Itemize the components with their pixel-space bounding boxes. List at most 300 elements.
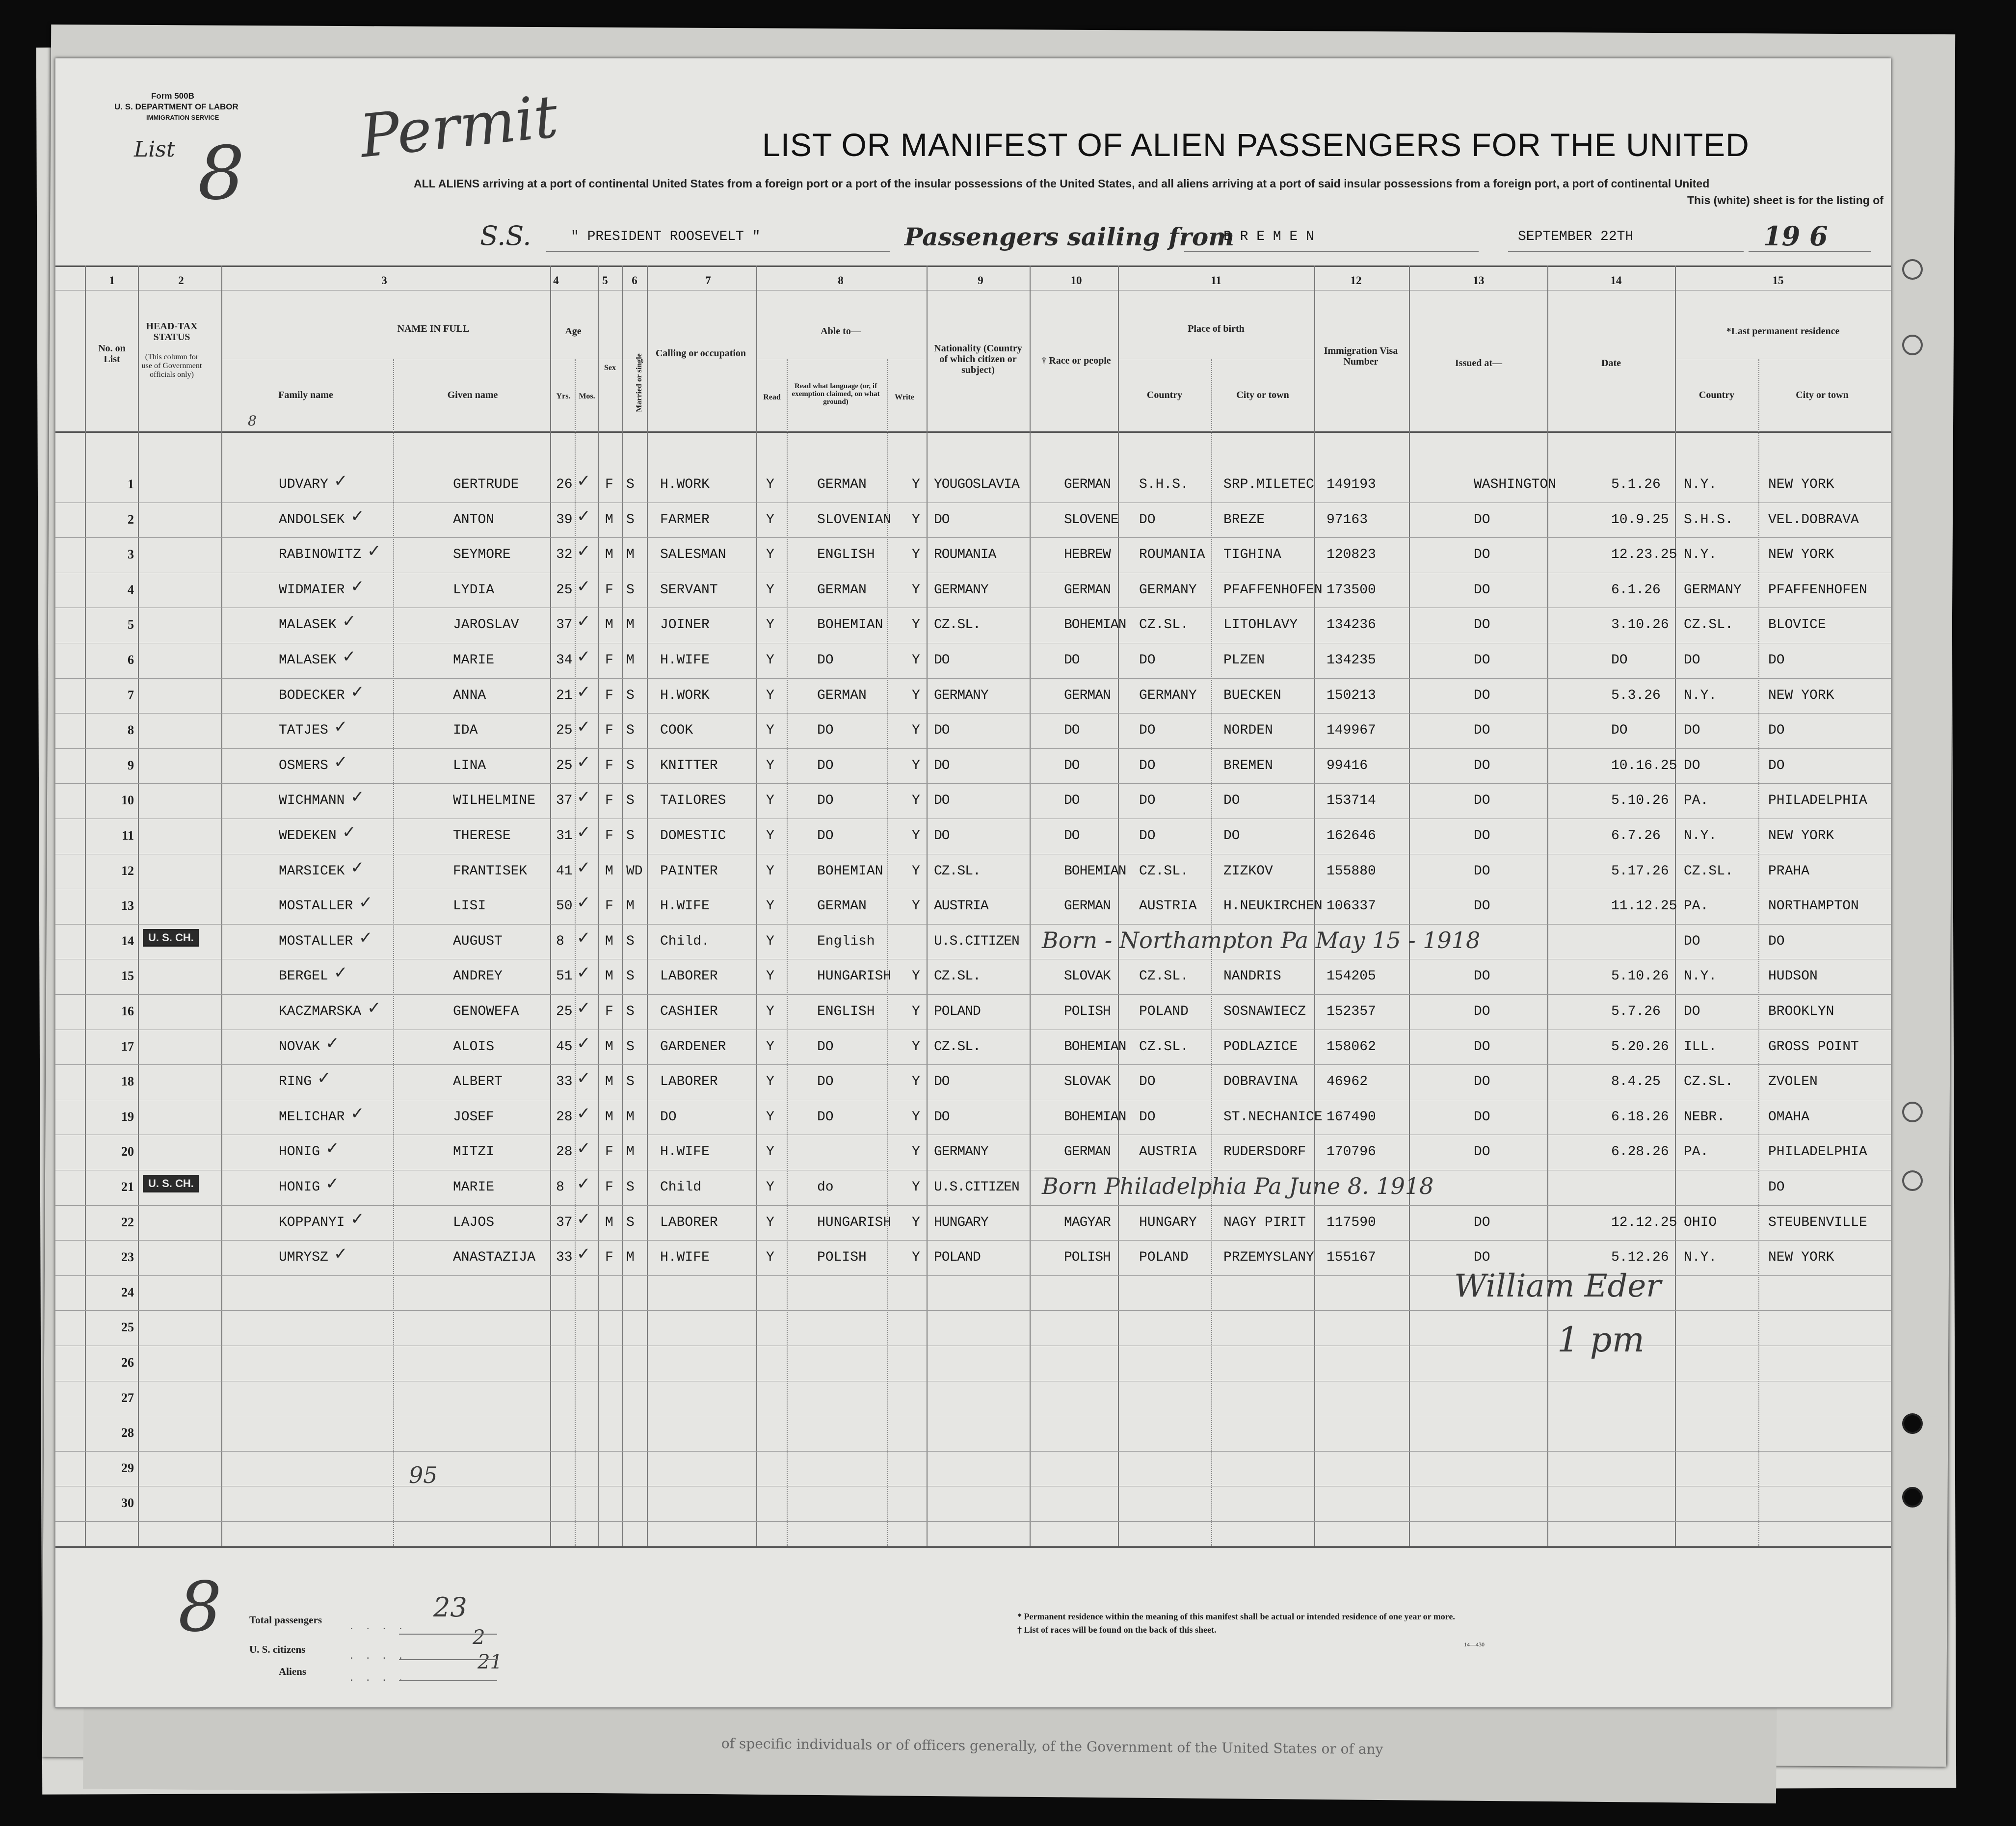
cell-read: Y [766,828,774,844]
cell-issued: DO [1474,758,1490,773]
header-yrs: Yrs. [556,392,571,400]
checkmark-icon: ✓ [577,647,591,666]
checkmark-icon: ✓ [350,1104,365,1123]
table-row [55,1171,1891,1206]
cell-lang: DO [817,723,834,739]
cell-read: Y [766,1250,774,1266]
cell-occ: Child. [660,933,710,949]
cell-no: 28 [121,1426,134,1440]
cell-given: IDA [453,723,478,739]
cell-vdate: 12.23.25 [1611,547,1677,563]
header-mos: Mos. [579,392,595,400]
cell-no: 26 [121,1355,134,1370]
cell-nat: CZ.SL. [934,617,981,633]
table-row [55,1065,1891,1100]
table-row [55,609,1891,643]
cell-occ: H.WIFE [660,899,710,914]
cell-sex: F [605,793,613,809]
cell-read: Y [766,688,774,703]
cell-write: Y [912,1250,920,1266]
cell-sex: F [605,758,613,773]
checkmark-icon: ✓ [577,963,591,982]
table-row [55,679,1891,714]
cell-issued: DO [1474,969,1490,984]
cell-visa: 170796 [1326,1144,1376,1160]
checkmark-icon: ✓ [359,893,373,912]
cell-no: 9 [128,758,134,772]
cell-lang: DO [817,828,834,844]
cell-yrs: 25 [556,723,573,739]
cell-rcity: OMAHA [1768,1109,1810,1125]
cell-write: Y [912,723,920,739]
cell-vdate: 8.4.25 [1611,1074,1661,1090]
header-visa-date: Date [1601,358,1621,369]
cell-read: Y [766,758,774,773]
cell-visa: 117590 [1326,1215,1376,1230]
cell-issued: DO [1474,723,1490,739]
cell-occ: H.WIFE [660,1144,710,1160]
cell-issued: WASHINGTON [1474,477,1557,492]
cell-occ: TAILORES [660,793,726,809]
binder-hole [1902,1170,1923,1191]
checkmark-icon: ✓ [325,1139,340,1158]
cell-given: GENOWEFA [453,1004,519,1019]
cell-nat: CZ.SL. [934,863,981,879]
signature: William Eder [1454,1268,1661,1304]
cell-no: 5 [128,617,134,632]
checkmark-icon: ✓ [577,1033,591,1053]
cell-lang: BOHEMIAN [817,863,883,879]
table-row [55,1452,1891,1487]
col-num-6: 6 [632,274,637,287]
header-visa-number: Immigration Visa Number [1324,345,1398,367]
cell-bcity: H.NEUKIRCHEN [1223,899,1323,914]
table-row [55,995,1891,1030]
cell-race: DO [1064,723,1080,739]
cell-ms: S [626,1004,635,1019]
checkmark-icon: ✓ [317,1069,331,1088]
cell-visa: 97163 [1326,512,1368,528]
cell-ms: S [626,1180,635,1195]
cell-nat: YOUGOSLAVIA [934,477,1019,492]
cell-family: WICHMANN [279,793,345,809]
cell-yrs: 41 [556,863,573,879]
cell-sex: F [605,828,613,844]
cell-bcity: SOSNAWIECZ [1223,1004,1306,1019]
cell-bcity: TIGHINA [1223,547,1281,563]
cell-ms: S [626,1215,635,1230]
cell-nat: GERMANY [934,1144,988,1160]
birth-note: Born - Northampton Pa May 15 - 1918 [1042,926,1481,953]
cell-write: Y [912,828,920,844]
cell-occ: SERVANT [660,582,718,598]
header-no-on-list: No. on List [98,343,126,365]
table-row [55,1417,1891,1452]
cell-yrs: 32 [556,547,573,563]
cell-rcity: BLOVICE [1768,617,1826,633]
cell-lang: GERMAN [817,688,867,703]
cell-rcity: DO [1768,1180,1785,1195]
cell-yrs: 8 [556,1180,564,1195]
header-res-city: City or town [1796,390,1849,400]
table-row [55,1382,1891,1417]
cell-occ: LABORER [660,1215,718,1230]
cell-rcity: STEUBENVILLE [1768,1215,1867,1230]
cell-race: DO [1064,653,1080,668]
cell-family: KACZMARSKA [279,1004,362,1019]
col-num-8: 8 [838,274,844,287]
header-able-to: Able to— [821,326,861,337]
cell-nat: GERMANY [934,688,988,703]
cell-sex: M [605,1074,613,1090]
aliens-label: Aliens [279,1666,307,1677]
cell-visa: 152357 [1326,1004,1376,1019]
cell-given: GERTRUDE [453,477,519,492]
cell-race: GERMAN [1064,688,1111,703]
header-race: † Race or people [1041,355,1111,366]
cell-given: LAJOS [453,1215,495,1230]
cell-bcountry: S.H.S. [1139,477,1189,492]
cell-issued: DO [1474,793,1490,809]
cell-read: Y [766,723,774,739]
manifest-subtitle-2: This (white) sheet is for the listing of [1687,194,1883,207]
cell-yrs: 45 [556,1039,573,1055]
cell-nat: ROUMANIA [934,547,996,563]
cell-no: 18 [121,1074,134,1089]
cell-rcountry: PA. [1684,793,1709,809]
cell-write: Y [912,1039,920,1055]
cell-write: Y [912,1074,920,1090]
checkmark-icon: ✓ [325,1033,340,1053]
pm-note: 1 pm [1557,1320,1645,1360]
cell-occ: KNITTER [660,758,718,773]
table-row [55,1136,1891,1170]
header-page-mark: 8 [248,413,257,429]
cell-nat: DO [934,793,950,809]
cell-race: SLOVAK [1064,969,1111,984]
cell-read: Y [766,793,774,809]
table-row [55,890,1891,925]
cell-yrs: 34 [556,653,573,668]
department-name: U. S. DEPARTMENT OF LABOR [114,102,239,111]
header-sex: Sex [604,364,616,372]
cell-read: Y [766,1180,774,1195]
checkmark-icon: ✓ [577,1174,591,1193]
cell-vdate: 6.28.26 [1611,1144,1669,1160]
cell-lang: GERMAN [817,582,867,598]
cell-bcountry: POLAND [1139,1004,1189,1019]
checkmark-icon: ✓ [577,893,591,912]
cell-rcity: ZVOLEN [1768,1074,1818,1090]
cell-write: Y [912,793,920,809]
cell-rcity: PHILADELPHIA [1768,793,1867,809]
checkmark-icon: ✓ [334,717,348,737]
cell-rcity: DO [1768,758,1785,773]
list-number: 8 [198,131,245,216]
header-nationality: Nationality (Country of which citizen or subject) [934,343,1022,375]
cell-race: HEBREW [1064,547,1111,563]
cell-nat: DO [934,512,950,528]
cell-given: ALOIS [453,1039,495,1055]
manifest-subtitle-1: ALL ALIENS arriving at a port of continental United States from a foreign port or a port of the insular possessions of the United States, and all aliens arriving at a port of said insular possessions from a foreign port, a port of continental United [414,177,1710,190]
cell-sex: F [605,1144,613,1160]
cell-race: MAGYAR [1064,1215,1111,1230]
col-num-13: 13 [1473,274,1485,287]
cell-rcountry: N.Y. [1684,547,1717,563]
cell-lang: English [817,933,875,949]
cell-sex: F [605,477,613,492]
table-row [55,574,1891,609]
table-row [55,749,1891,784]
table-row [55,1101,1891,1136]
checkmark-icon: ✓ [334,472,348,490]
cell-family: WIDMAIER [279,582,345,598]
header-family-name: Family name [278,390,333,400]
cell-visa: 167490 [1326,1109,1376,1125]
cell-ms: M [626,899,635,914]
cell-ms: M [626,1250,635,1266]
cell-bcity: PRZEMYSLANY [1223,1250,1314,1266]
cell-read: Y [766,582,774,598]
cell-issued: DO [1474,512,1490,528]
cell-bcity: LITOHLAVY [1223,617,1298,633]
cell-rcity: PFAFFENHOFEN [1768,582,1867,598]
cell-family: KOPPANYI [279,1215,345,1230]
cell-bcountry: ROUMANIA [1139,547,1205,563]
cell-ms: S [626,933,635,949]
header-head-tax: HEAD-TAX STATUS [146,321,198,343]
header-res-country: Country [1698,390,1735,400]
table-row [55,1487,1891,1522]
checkmark-icon: ✓ [577,612,591,631]
cell-bcountry: POLAND [1139,1250,1189,1266]
cell-race: POLISH [1064,1250,1111,1266]
cell-nat: DO [934,828,950,844]
checkmark-icon: ✓ [350,682,365,701]
col-num-7: 7 [705,274,711,287]
checkmark-icon: ✓ [577,472,591,490]
cell-family: UMRYSZ [279,1250,328,1266]
footer-list-number: 8 [178,1567,222,1647]
cell-family: MALASEK [279,617,337,633]
cell-occ: GARDENER [660,1039,726,1055]
cell-no: 17 [121,1039,134,1054]
cell-rcity: DO [1768,723,1785,739]
cell-visa: 155167 [1326,1250,1376,1266]
cell-lang: DO [817,1039,834,1055]
cell-occ: H.WIFE [660,1250,710,1266]
cell-race: GERMAN [1064,899,1111,914]
cell-issued: DO [1474,899,1490,914]
col-num-11: 11 [1211,274,1221,287]
checkmark-icon: ✓ [350,1209,365,1228]
cell-write: Y [912,969,920,984]
cell-lang: ENGLISH [817,547,875,563]
cell-yrs: 31 [556,828,573,844]
cell-given: ANASTAZIJA [453,1250,536,1266]
cell-sex: M [605,933,613,949]
cell-rcountry: N.Y. [1684,969,1717,984]
cell-no: 4 [128,582,134,597]
cell-rcountry: N.Y. [1684,1250,1717,1266]
cell-no: 19 [121,1109,134,1124]
total-passengers-value: 23 [433,1592,467,1623]
cell-visa: 46962 [1326,1074,1368,1090]
cell-family: UDVARY [279,477,328,492]
cell-rcity: GROSS POINT [1768,1039,1859,1055]
col-num-3: 3 [381,274,387,287]
cell-occ: COOK [660,723,693,739]
cell-race: BOHEMIAN [1064,1109,1126,1125]
cell-family: TATJES [279,723,328,739]
table-row [55,784,1891,819]
cell-sex: F [605,1004,613,1019]
cell-given: ANDREY [453,969,503,984]
cell-write: Y [912,1180,920,1195]
us-citizen-stamp: U. S. CH. [143,929,199,947]
cell-rcity: BROOKLYN [1768,1004,1834,1019]
cell-bcity: BUECKEN [1223,688,1281,703]
cell-visa: 153714 [1326,793,1376,809]
us-citizens-value: 2 [473,1626,485,1649]
aliens-value: 21 [477,1651,503,1673]
ship-prefix: S.S. [480,220,531,251]
cell-lang: DO [817,1074,834,1090]
table-row [55,468,1891,503]
cell-vdate: 6.7.26 [1611,828,1661,844]
table-row [55,538,1891,573]
cell-rcountry: N.Y. [1684,828,1717,844]
cell-yrs: 37 [556,793,573,809]
cell-lang: HUNGARISH [817,1215,892,1230]
cell-race: GERMAN [1064,477,1111,492]
cell-nat: HUNGARY [934,1215,988,1230]
citizens-dots: . . . . [350,1648,407,1662]
cell-bcity: ZIZKOV [1223,863,1273,879]
cell-given: LYDIA [453,582,495,598]
cell-rcountry: GERMANY [1684,582,1742,598]
cell-family: MOSTALLER [279,899,353,914]
cell-yrs: 28 [556,1109,573,1125]
cell-given: JAROSLAV [453,617,519,633]
aliens-dots: . . . . [350,1670,407,1684]
cell-bcountry: GERMANY [1139,688,1197,703]
permit-note: Permit [356,82,561,171]
birth-note: Born Philadelphia Pa June 8. 1918 [1042,1173,1434,1199]
cell-rcountry: CZ.SL. [1684,617,1733,633]
cell-read: Y [766,863,774,879]
cell-vdate: 10.16.25 [1611,758,1677,773]
cell-sex: M [605,547,613,563]
cell-vdate: 5.12.26 [1611,1250,1669,1266]
cell-vdate: 11.12.25 [1611,899,1677,914]
cell-rcity: DO [1768,653,1785,668]
cell-sex: M [605,512,613,528]
cell-sex: M [605,1215,613,1230]
cell-nat: AUSTRIA [934,899,988,914]
header-married: Married or single [635,353,643,412]
cell-write: Y [912,512,920,528]
cell-given: LINA [453,758,486,773]
cell-occ: H.WORK [660,688,710,703]
cell-no: 3 [128,547,134,562]
cell-vdate: 10.9.25 [1611,512,1669,528]
cell-bcountry: DO [1139,828,1156,844]
cell-occ: DO [660,1109,677,1125]
cell-given: MARIE [453,1180,495,1195]
cell-bcity: BREZE [1223,512,1265,528]
cell-rcity: VEL.DOBRAVA [1768,512,1859,528]
cell-lang: DO [817,1109,834,1125]
cell-lang: BOHEMIAN [817,617,883,633]
cell-visa: 158062 [1326,1039,1376,1055]
cell-vdate: 5.1.26 [1611,477,1661,492]
form-number: Form 500B [151,91,194,101]
cell-ms: S [626,512,635,528]
cell-rcountry: PA. [1684,899,1709,914]
table-row [55,960,1891,995]
col-num-1: 1 [109,274,115,287]
cell-family: MALASEK [279,653,337,668]
cell-bcity: ST.NECHANICE [1223,1109,1323,1125]
cell-bcountry: DO [1139,723,1156,739]
checkmark-icon: ✓ [350,506,365,526]
checkmark-icon: ✓ [577,717,591,737]
manifest-title: LIST OR MANIFEST OF ALIEN PASSENGERS FOR THE UNITED [762,127,1750,163]
us-citizens-label: U. S. citizens [249,1643,306,1655]
cell-no: 25 [121,1320,134,1335]
cell-rcountry: OHIO [1684,1215,1717,1230]
cell-sex: M [605,969,613,984]
cell-bcity: PFAFFENHOFEN [1223,582,1323,598]
cell-vdate: 6.1.26 [1611,582,1661,598]
cell-yrs: 33 [556,1074,573,1090]
cell-given: MARIE [453,653,495,668]
cell-yrs: 25 [556,1004,573,1019]
checkmark-icon: ✓ [342,647,356,666]
cell-ms: WD [626,863,643,879]
manifest-sheet [55,58,1891,1708]
cell-ms: S [626,793,635,809]
cell-write: Y [912,1144,920,1160]
cell-nat: POLAND [934,1250,981,1266]
col-num-5: 5 [602,274,608,287]
cell-lang: POLISH [817,1250,867,1266]
cell-occ: DOMESTIC [660,828,726,844]
sailing-label: Passengers sailing from [904,222,1235,251]
cell-visa: 134235 [1326,653,1376,668]
cell-bcountry: DO [1139,653,1156,668]
cell-visa: 162646 [1326,828,1376,844]
cell-visa: 173500 [1326,582,1376,598]
cell-visa: 155880 [1326,863,1376,879]
cell-vdate: 5.7.26 [1611,1004,1661,1019]
cell-given: JOSEF [453,1109,495,1125]
cell-no: 30 [121,1496,134,1510]
cell-issued: DO [1474,547,1490,563]
cell-bcountry: DO [1139,1074,1156,1090]
cell-nat: DO [934,758,950,773]
cell-visa: 149193 [1326,477,1376,492]
checkmark-icon: ✓ [325,1174,340,1193]
checkmark-icon: ✓ [577,752,591,771]
cell-race: BOHEMIAN [1064,863,1126,879]
binder-hole [1902,1413,1923,1434]
cell-no: 15 [121,969,134,983]
cell-sex: M [605,1039,613,1055]
cell-nat: CZ.SL. [934,1039,981,1055]
cell-issued: DO [1474,1215,1490,1230]
